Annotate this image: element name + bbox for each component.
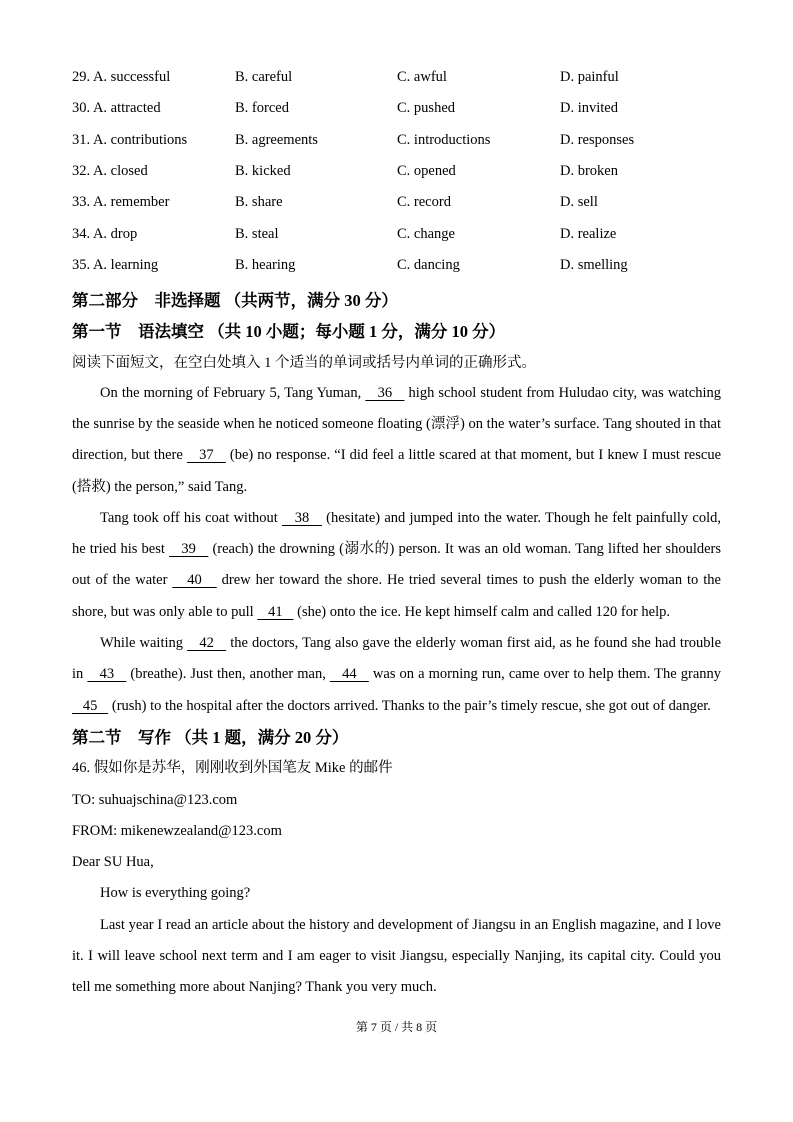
mc-option: 34. A. drop xyxy=(72,225,138,242)
mc-option: D. responses xyxy=(560,131,635,148)
mc-option: D. painful xyxy=(560,69,619,86)
multiple-choice-table xyxy=(72,62,721,281)
blank-45: 45 xyxy=(72,697,109,714)
email-paragraph-1: How is everything going? xyxy=(100,885,251,902)
email-from-line: FROM: mikenewzealand@123.com xyxy=(72,822,282,839)
mc-option: B. agreements xyxy=(235,131,318,148)
mc-option: B. hearing xyxy=(235,256,296,273)
mc-option: C. introductions xyxy=(397,131,491,148)
blank-36: 36 xyxy=(365,384,405,401)
mc-option: C. change xyxy=(397,225,455,242)
mc-option: 32. A. closed xyxy=(72,163,148,180)
part2-heading: 第二部分 非选择题 （共两节，满分 30 分） xyxy=(72,291,398,311)
blank-44: 44 xyxy=(329,666,369,683)
mc-option: B. careful xyxy=(235,69,293,86)
blank-40: 40 xyxy=(172,572,217,589)
blank-37: 37 xyxy=(186,447,226,464)
mc-option: C. dancing xyxy=(397,256,460,273)
mc-option: D. smelling xyxy=(560,256,628,273)
blank-38: 38 xyxy=(282,509,322,526)
mc-option: B. forced xyxy=(235,100,289,117)
cloze-paragraph-1: On the morning of February 5, Tang Yuman, 36 high school student from Huludao city, was watching the sunrise by the seaside when he noticed someone floating (漂浮) on the water’s surface. Tang shouted in that direction, but there 37 (be) no response. “I did feel a little scared at that moment, but I knew I must rescue (搭救) the person,” said Tang. xyxy=(72,384,722,495)
page-footer: 第 7 页 / 共 8 页 xyxy=(355,1019,438,1034)
blank-39: 39 xyxy=(169,541,209,558)
mc-row-34 xyxy=(72,218,721,249)
mc-row-30 xyxy=(72,93,721,124)
email-salutation: Dear SU Hua, xyxy=(72,854,154,871)
mc-option: 33. A. remember xyxy=(72,194,170,211)
mc-row-31 xyxy=(72,125,721,156)
blank-41: 41 xyxy=(257,603,294,620)
writing-prompt: 46. 假如你是苏华，刚刚收到外国笔友 Mike 的邮件 xyxy=(72,760,393,777)
mc-option: 29. A. successful xyxy=(72,69,171,86)
mc-option: 30. A. attracted xyxy=(72,100,161,117)
section1-instruction: 阅读下面短文，在空白处填入 1 个适当的单词或括号内单词的正确形式。 xyxy=(72,354,536,371)
mc-option: 35. A. learning xyxy=(72,256,159,273)
mc-option: D. sell xyxy=(560,194,598,211)
mc-row-33 xyxy=(72,187,721,218)
section2-heading: 第二节 写作 （共 1 题，满分 20 分） xyxy=(72,727,349,747)
mc-row-29 xyxy=(72,62,721,93)
blank-42: 42 xyxy=(187,635,227,652)
mc-option: C. pushed xyxy=(397,100,455,117)
mc-option: B. share xyxy=(235,194,283,211)
mc-option: 31. A. contributions xyxy=(72,131,188,148)
email-to-line: TO: suhuajschina@123.com xyxy=(72,791,238,808)
cloze-paragraph-2: Tang took off his coat without 38 (hesitate) and jumped into the water. Though he felt painfully cold, he tried his best 39 (reach) the drowning (溺水的) person. It was an old woman. Tang lifted her shoulders out of the water 40 drew her toward the shore. He tried several times to push the elderly woman to the shore, but was only able to pull 41 (she) onto the ice. He kept himself calm and called 120 for help. xyxy=(72,509,722,620)
mc-option: B. steal xyxy=(235,225,279,242)
cloze-paragraph-3: While waiting 42 the doctors, Tang also gave the elderly woman first aid, as he found she had trouble in 43 (breathe). Just then, another man, 44 was on a morning run, came over to help them. The granny 45 (rush) to the hospital after the doctors arrived. Thanks to the pair’s timely rescue, she got out of danger. xyxy=(72,635,722,714)
mc-option: C. opened xyxy=(397,163,456,180)
mc-row-32 xyxy=(72,156,721,187)
mc-option: C. awful xyxy=(397,69,447,86)
mc-option: B. kicked xyxy=(235,163,291,180)
section1-heading: 第一节 语法填空 （共 10 小题；每小题 1 分，满分 10 分） xyxy=(72,322,506,342)
mc-option: D. broken xyxy=(560,163,618,180)
mc-option: D. realize xyxy=(560,225,617,242)
mc-row-35 xyxy=(72,250,721,281)
blank-43: 43 xyxy=(87,666,127,683)
mc-option: D. invited xyxy=(560,100,618,117)
mc-option: C. record xyxy=(397,194,451,211)
email-paragraph-2: Last year I read an article about the history and development of Jiangsu in an English magazine, and I love it. I will leave school next term and I am eager to visit Jiangsu, especially Nanjing, its capital city. Could you tell me something more about Nanjing? Thank you very much. xyxy=(72,916,721,996)
